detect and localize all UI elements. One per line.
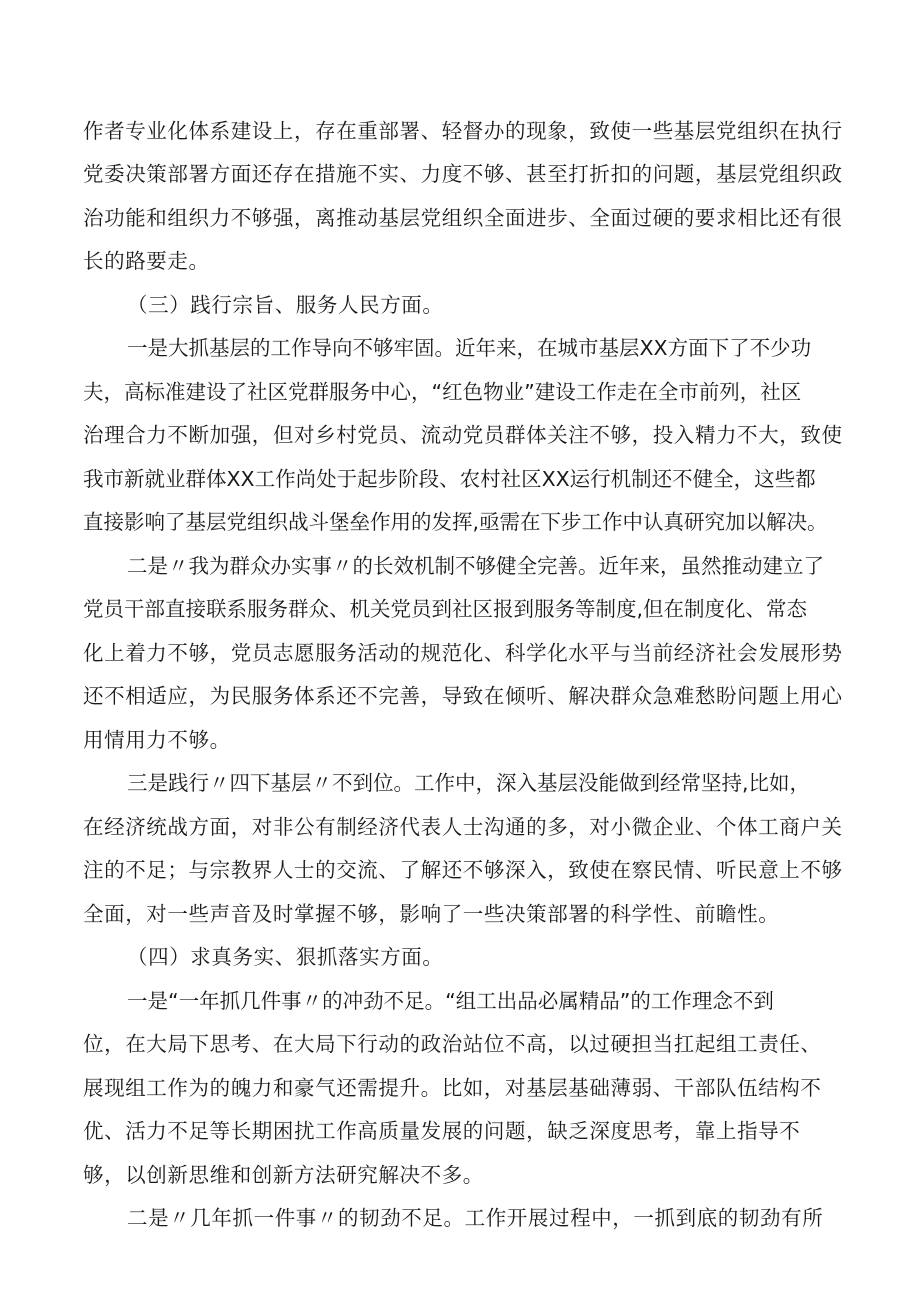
text-line: 治理合力不断加强，但对乡村党员、流动党员群体关注不够，投入精力不大，致使	[83, 423, 843, 447]
text-line: 我市新就业群体XX工作尚处于起步阶段、农村社区XX运行机制还不健全，这些都	[83, 467, 816, 491]
text-line: 二是〃几年抓一件事〃的韧劲不足。工作开展过程中，一抓到底的韧劲有所	[127, 1206, 824, 1230]
text-line: 党委决策部署方面还存在措施不实、力度不够、甚至打折扣的问题，基层党组织政	[83, 162, 843, 186]
text-line: 治功能和组织力不够强，离推动基层党组织全面进步、全面过硬的要求相比还有很	[83, 206, 843, 230]
text-line: 在经济统战方面，对非公有制经济代表人士沟通的多，对小微企业、个体工商户关	[83, 815, 843, 839]
text-line: 党员干部直接联系服务群众、机关党员到社区报到服务等制度,但在制度化、常态	[83, 597, 808, 621]
text-line: 展现组工作为的魄力和豪气还需提升。比如，对基层基础薄弱、干部队伍结构不	[83, 1076, 822, 1100]
text-line: 注的不足；与宗教界人士的交流、了解还不够深入，致使在察民情、听民意上不够	[83, 858, 843, 882]
text-line: 二是〃我为群众办实事〃的长效机制不够健全完善。近年来，虽然推动建立了	[127, 554, 824, 578]
text-line: 化上着力不够，党员志愿服务活动的规范化、科学化水平与当前经济社会发展形势	[83, 641, 843, 665]
text-line: 作者专业化体系建设上，存在重部署、轻督办的现象，致使一些基层党组织在执行	[83, 119, 843, 143]
section-heading: （四）求真务实、狠抓落实方面。	[127, 945, 444, 969]
text-line: 一是大抓基层的工作导向不够牢固。近年来，在城市基层XX方面下了不少功	[127, 336, 812, 360]
text-line: 长的路要走。	[83, 249, 210, 273]
text-line: 全面，对一些声音及时掌握不够，影响了一些决策部署的科学性、前瞻性。	[83, 902, 780, 926]
text-line: 夫，高标准建设了社区党群服务中心，“红色物业”建设工作走在全市前列，社区	[83, 380, 802, 404]
text-line: 用情用力不够。	[83, 728, 231, 752]
text-line: 优、活力不足等长期困扰工作高质量发展的问题，缺乏深度思考，靠上指导不	[83, 1119, 801, 1143]
text-line: 还不相适应，为民服务体系还不完善，导致在倾听、解决群众急难愁盼问题上用心	[83, 684, 843, 708]
text-line: 直接影响了基层党组织战斗堡垒作用的发挥,亟需在下步工作中认真研究加以解决。	[83, 510, 828, 534]
section-heading: （三）践行宗旨、服务人民方面。	[127, 293, 444, 317]
text-line: 位，在大局下思考、在大局下行动的政治站位不高，以过硬担当扛起组工责任、	[83, 1032, 822, 1056]
text-line: 三是践行〃四下基层〃不到位。工作中，深入基层没能做到经常坚持,比如，	[127, 771, 811, 795]
text-line: 一是“一年抓几件事〃的冲劲不足。“组工出品必属精品”的工作理念不到	[127, 989, 774, 1013]
text-line: 够，以创新思维和创新方法研究解决不多。	[83, 1163, 484, 1187]
